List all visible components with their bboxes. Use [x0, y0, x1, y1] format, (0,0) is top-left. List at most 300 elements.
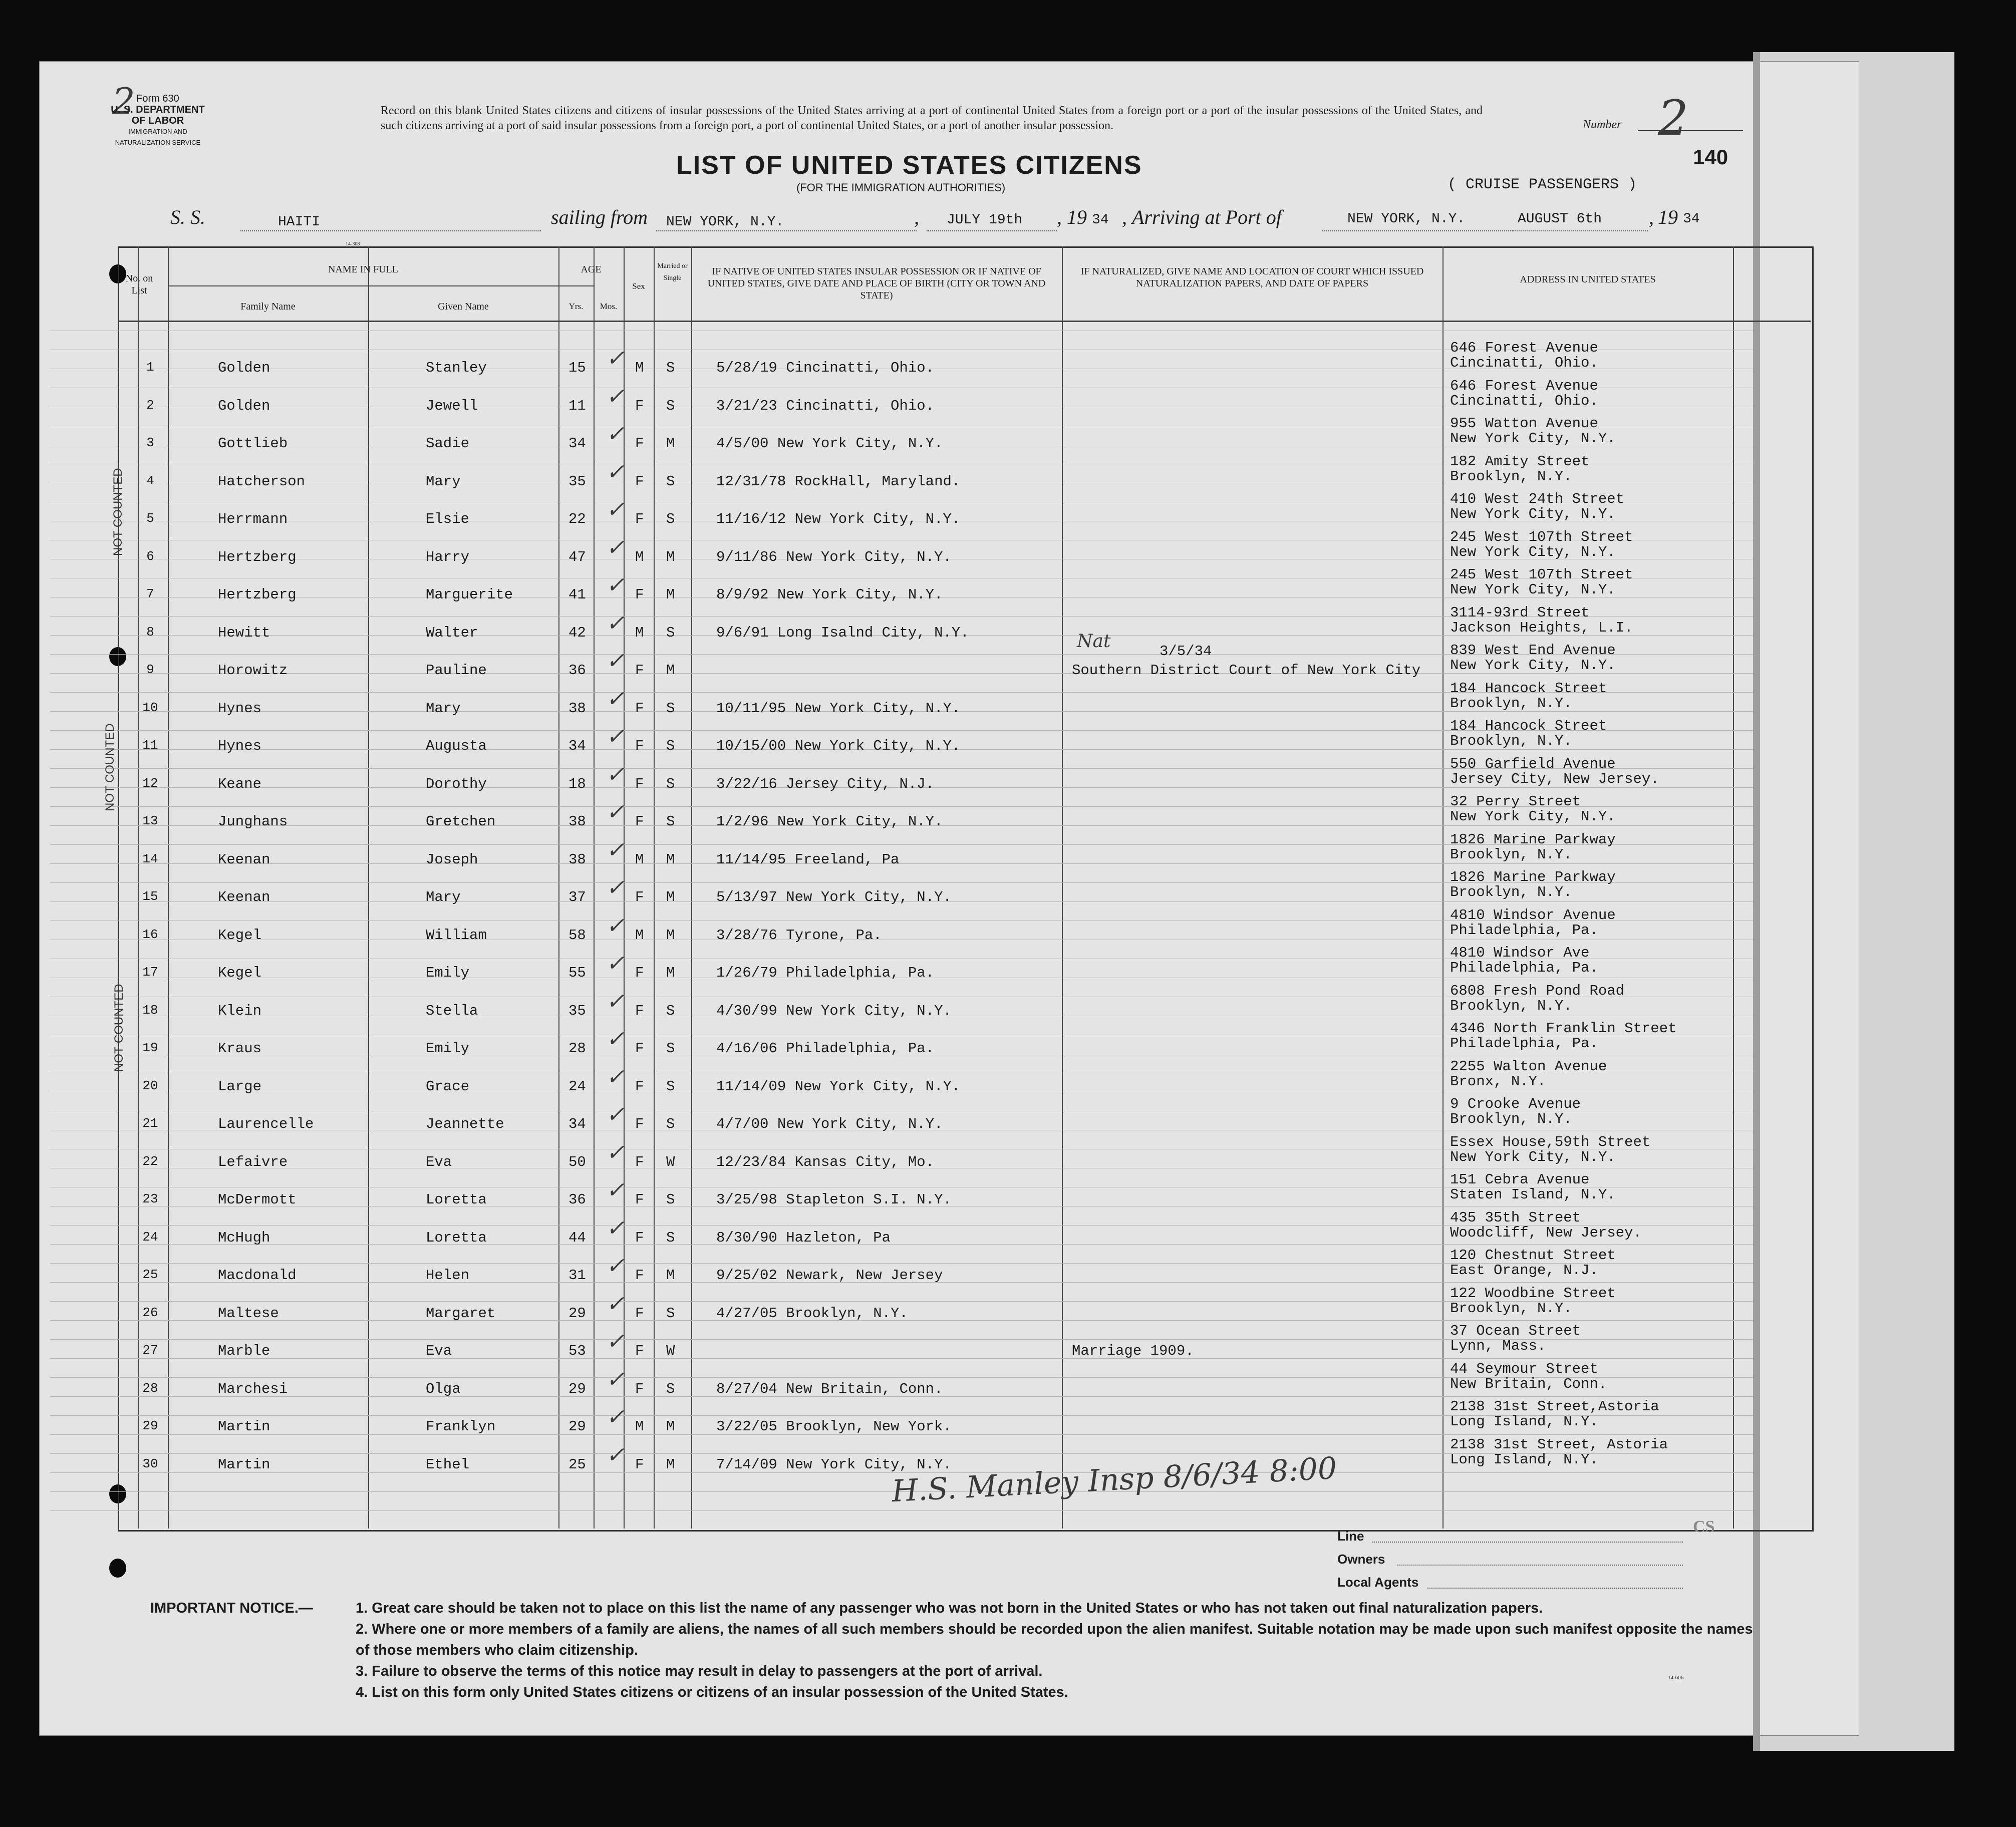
punch-hole-icon [109, 1559, 126, 1578]
important-notice [150, 1598, 1753, 1703]
age-years: 38 [568, 851, 586, 868]
owners-label: Owners [1337, 1552, 1385, 1567]
family-name: Kegel [218, 965, 262, 981]
age-years: 37 [568, 889, 586, 905]
col-naturalized: IF NATURALIZED, GIVE NAME AND LOCATION OF COURT WHICH ISSUED NATURALIZATION PAPERS, AND DATE OF PAPERS [1080, 266, 1424, 289]
birth-info: 8/9/92 New York City, N.Y. [716, 586, 943, 603]
marital-status: M [666, 965, 675, 981]
margin-note: NOT COUNTED [111, 468, 125, 556]
age-years: 42 [568, 625, 586, 641]
sex: F [635, 398, 644, 414]
col-name-in-full: NAME IN FULL [328, 264, 398, 275]
address-line-2: Cincinatti, Ohio. [1450, 355, 1598, 371]
row-number: 19 [142, 1040, 158, 1055]
address-line-1: 839 West End Avenue [1450, 642, 1616, 659]
marital-status: S [666, 473, 675, 490]
birth-info: 3/22/05 Brooklyn, New York. [716, 1418, 952, 1435]
address-line-1: 410 West 24th Street [1450, 491, 1625, 507]
address-line-2: Philadelphia, Pa. [1450, 960, 1598, 976]
check-mark-icon: ✓ [606, 497, 625, 522]
age-years: 34 [568, 1116, 586, 1132]
address-line-1: 2255 Walton Avenue [1450, 1058, 1607, 1075]
address-line-1: 44 Seymour Street [1450, 1361, 1598, 1377]
address-line-1: 245 West 107th Street [1450, 566, 1633, 583]
family-name: Golden [218, 360, 270, 376]
row-number: 9 [146, 662, 154, 677]
address-line-1: 37 Ocean Street [1450, 1323, 1581, 1339]
row-number: 6 [146, 549, 154, 564]
row-number: 18 [142, 1003, 158, 1018]
arrival-date: AUGUST 6th [1518, 211, 1602, 227]
address-line-1: 955 Watton Avenue [1450, 415, 1598, 432]
birth-info: 5/28/19 Cincinatti, Ohio. [716, 360, 935, 376]
birth-info: 10/15/00 New York City, N.Y. [716, 738, 961, 754]
given-name: Eva [426, 1343, 452, 1359]
arrival-year-prefix: 19 [1658, 206, 1678, 228]
sex: M [635, 1418, 644, 1435]
address-line-2: New York City, N.Y. [1450, 657, 1616, 674]
notice-item: 3. Failure to observe the terms of this notice may result in delay to passengers at the port of arrival. [356, 1663, 1043, 1679]
row-number: 20 [142, 1078, 158, 1093]
address-line-2: New Britain, Conn. [1450, 1376, 1607, 1392]
birth-info: 4/30/99 New York City, N.Y. [716, 1003, 952, 1019]
naturalized-date: 3/5/34 [1160, 643, 1212, 660]
address-line-2: Brooklyn, N.Y. [1450, 1300, 1572, 1317]
marital-status: S [666, 511, 675, 527]
family-name: Klein [218, 1003, 262, 1019]
birth-info: 5/13/97 New York City, N.Y. [716, 889, 952, 905]
family-name: Golden [218, 398, 270, 414]
ss-label: S. S. [170, 206, 205, 228]
row-number: 30 [142, 1456, 158, 1471]
sex: M [635, 360, 644, 376]
check-mark-icon: ✓ [606, 1405, 625, 1429]
address-line-2: Long Island, N.Y. [1450, 1451, 1598, 1468]
given-name: Grace [426, 1078, 470, 1095]
sex: F [635, 511, 644, 527]
row-number: 3 [146, 435, 154, 450]
marital-status: S [666, 1381, 675, 1397]
check-mark-icon: ✓ [606, 1140, 625, 1165]
sex: F [635, 662, 644, 679]
naturalized-note: Nat [1077, 631, 1111, 652]
sailing-year: 34 [1092, 212, 1109, 228]
family-name: Junghans [218, 813, 288, 830]
marital-status: S [666, 1116, 675, 1132]
col-family-name: Family Name [240, 301, 296, 312]
address-line-1: 646 Forest Avenue [1450, 378, 1598, 394]
check-mark-icon: ✓ [606, 762, 625, 787]
marital-status: S [666, 1003, 675, 1019]
birth-info: 4/5/00 New York City, N.Y. [716, 435, 943, 452]
check-mark-icon: ✓ [606, 1065, 625, 1089]
row-number: 21 [142, 1116, 158, 1131]
address-line-2: Jackson Heights, L.I. [1450, 620, 1633, 636]
family-name: Macdonald [218, 1267, 297, 1284]
marital-status: S [666, 700, 675, 717]
address-line-1: 245 West 107th Street [1450, 529, 1633, 545]
address-line-1: 4810 Windsor Avenue [1450, 907, 1616, 924]
family-name: McDermott [218, 1191, 297, 1208]
age-years: 44 [568, 1230, 586, 1246]
sex: F [635, 813, 644, 830]
birth-info: 10/11/95 New York City, N.Y. [716, 700, 961, 717]
address-line-1: 151 Cebra Avenue [1450, 1171, 1590, 1188]
address-line-2: New York City, N.Y. [1450, 506, 1616, 522]
col-no-on-list: No. on List [125, 273, 153, 296]
page-number: 140 [1693, 145, 1729, 169]
address-line-2: Brooklyn, N.Y. [1450, 468, 1572, 485]
birth-info: 3/28/76 Tyrone, Pa. [716, 927, 882, 944]
sex: F [635, 700, 644, 717]
age-years: 47 [568, 549, 586, 565]
check-mark-icon: ✓ [606, 1367, 625, 1392]
row-number: 25 [142, 1267, 158, 1282]
check-mark-icon: ✓ [606, 1443, 625, 1467]
marital-status: S [666, 738, 675, 754]
sex: F [635, 965, 644, 981]
address-line-1: 550 Garfield Avenue [1450, 756, 1616, 772]
given-name: Marguerite [426, 586, 513, 603]
family-name: Hewitt [218, 625, 270, 641]
check-mark-icon: ✓ [606, 1102, 625, 1127]
marital-status: M [666, 586, 675, 603]
address-line-2: Brooklyn, N.Y. [1450, 998, 1572, 1014]
given-name: Emily [426, 1040, 470, 1057]
address-line-2: Cincinatti, Ohio. [1450, 393, 1598, 409]
address-line-1: 9 Crooke Avenue [1450, 1096, 1581, 1112]
family-name: McHugh [218, 1230, 270, 1246]
marital-status: M [666, 851, 675, 868]
given-name: Mary [426, 473, 461, 490]
age-years: 29 [568, 1381, 586, 1397]
given-name: Olga [426, 1381, 461, 1397]
local-agents-label: Local Agents [1337, 1575, 1419, 1590]
number-value: 2 [1658, 90, 1689, 146]
address-line-1: 120 Chestnut Street [1450, 1247, 1616, 1264]
age-years: 58 [568, 927, 586, 944]
address-line-2: New York City, N.Y. [1450, 430, 1616, 447]
address-line-2: Brooklyn, N.Y. [1450, 846, 1572, 863]
row-number: 26 [142, 1305, 158, 1320]
address-line-2: East Orange, N.J. [1450, 1262, 1598, 1279]
line-label: Line [1337, 1529, 1364, 1544]
row-number: 5 [146, 511, 154, 526]
birth-info: 12/31/78 RockHall, Maryland. [716, 473, 961, 490]
given-name: Sadie [426, 435, 470, 452]
address-line-2: Brooklyn, N.Y. [1450, 1111, 1572, 1127]
address-line-2: Brooklyn, N.Y. [1450, 884, 1572, 900]
marital-status: S [666, 360, 675, 376]
family-name: Horowitz [218, 662, 288, 679]
address-line-1: 3114-93rd Street [1450, 604, 1590, 621]
check-mark-icon: ✓ [606, 1178, 625, 1202]
marital-status: M [666, 1456, 675, 1473]
given-name: Jeannette [426, 1116, 504, 1132]
check-mark-icon: ✓ [606, 346, 625, 371]
address-line-1: 184 Hancock Street [1450, 680, 1607, 697]
corner-code: CS [1693, 1517, 1715, 1536]
check-mark-icon: ✓ [606, 1292, 625, 1316]
address-line-2: Long Island, N.Y. [1450, 1413, 1598, 1430]
birth-info: 7/14/09 New York City, N.Y. [716, 1456, 952, 1473]
age-years: 34 [568, 738, 586, 754]
age-years: 11 [568, 398, 586, 414]
birth-info: 9/11/86 New York City, N.Y. [716, 549, 952, 565]
family-name: Kraus [218, 1040, 262, 1057]
check-mark-icon: ✓ [606, 1027, 625, 1051]
given-name: Jewell [426, 398, 478, 414]
birth-info: 9/25/02 Newark, New Jersey [716, 1267, 943, 1284]
age-years: 22 [568, 511, 586, 527]
given-name: Pauline [426, 662, 487, 679]
given-name: Joseph [426, 851, 478, 868]
sailing-from-label: sailing from [551, 206, 648, 228]
birth-info: 12/23/84 Kansas City, Mo. [716, 1154, 935, 1170]
address-line-1: 122 Woodbine Street [1450, 1285, 1616, 1302]
sex: F [635, 1456, 644, 1473]
family-name: Gottlieb [218, 435, 288, 452]
address-line-2: Jersey City, New Jersey. [1450, 771, 1659, 787]
address-line-2: Brooklyn, N.Y. [1450, 733, 1572, 749]
birth-info: 4/7/00 New York City, N.Y. [716, 1116, 943, 1132]
given-name: Stanley [426, 360, 487, 376]
row-number: 15 [142, 889, 158, 904]
corner-mark: 2 [112, 80, 135, 122]
check-mark-icon: ✓ [606, 1329, 625, 1354]
birth-info: 4/16/06 Philadelphia, Pa. [716, 1040, 935, 1057]
sex: M [635, 625, 644, 641]
given-name: Elsie [426, 511, 470, 527]
address-line-2: New York City, N.Y. [1450, 808, 1616, 825]
marital-status: S [666, 625, 675, 641]
sex: F [635, 1191, 644, 1208]
birth-info: 3/21/23 Cincinatti, Ohio. [716, 398, 935, 414]
family-name: Keane [218, 776, 262, 792]
family-name: Kegel [218, 927, 262, 944]
col-mos: Mos. [600, 301, 618, 311]
age-years: 18 [568, 776, 586, 792]
marital-status: M [666, 435, 675, 452]
age-years: 53 [568, 1343, 586, 1359]
given-name: Walter [426, 625, 478, 641]
family-name: Lefaivre [218, 1154, 288, 1170]
address-line-1: 2138 31st Street,Astoria [1450, 1398, 1659, 1415]
check-mark-icon: ✓ [606, 649, 625, 673]
check-mark-icon: ✓ [606, 989, 625, 1014]
given-name: Franklyn [426, 1418, 496, 1435]
check-mark-icon: ✓ [606, 1254, 625, 1278]
sex: M [635, 549, 644, 565]
marital-status: M [666, 662, 675, 679]
family-name: Marchesi [218, 1381, 288, 1397]
row-number: 14 [142, 851, 158, 866]
age-years: 36 [568, 662, 586, 679]
department: U. S. DEPARTMENT OF LABOR [111, 104, 205, 126]
print-code: 14-308 [346, 241, 360, 247]
instructions: Record on this blank United States citizens and citizens of insular possessions of the United States arriving at a port of continental United States from a foreign port or a port of the insular possessions of the United States, and such citizens arriving at a port of said insular possessions from a foreign port, a port of continental United States, or a port of another insular possession. [381, 104, 1483, 132]
family-name: Herrmann [218, 511, 288, 527]
given-name: Margaret [426, 1305, 496, 1322]
check-mark-icon: ✓ [606, 611, 625, 636]
sex: F [635, 1078, 644, 1095]
check-mark-icon: ✓ [606, 422, 625, 446]
family-name: Hynes [218, 700, 262, 717]
row-number: 1 [146, 360, 154, 375]
row-number: 17 [142, 965, 158, 980]
row-number: 13 [142, 813, 158, 828]
sex: M [635, 927, 644, 944]
check-mark-icon: ✓ [606, 384, 625, 409]
margin-note: NOT COUNTED [112, 984, 126, 1072]
row-number: 4 [146, 473, 154, 488]
row-number: 24 [142, 1230, 158, 1245]
row-number: 10 [142, 700, 158, 715]
address-line-1: 435 35th Street [1450, 1209, 1581, 1226]
birth-info: 11/14/95 Freeland, Pa [716, 851, 900, 868]
birth-info: 1/2/96 New York City, N.Y. [716, 813, 943, 830]
sex: F [635, 738, 644, 754]
family-name: Large [218, 1078, 262, 1095]
sex: F [635, 1381, 644, 1397]
check-mark-icon: ✓ [606, 800, 625, 824]
age-years: 29 [568, 1305, 586, 1322]
family-name: Maltese [218, 1305, 279, 1322]
col-married-single: Married or Single [657, 262, 688, 282]
arrival-year: 34 [1683, 211, 1700, 227]
ruled-line [50, 1244, 1753, 1245]
check-mark-icon: ✓ [606, 875, 625, 900]
age-years: 36 [568, 1191, 586, 1208]
age-years: 41 [568, 586, 586, 603]
sailing-date: JULY 19th [947, 212, 1023, 228]
marital-status: M [666, 889, 675, 905]
row-number: 2 [146, 398, 154, 413]
row-number: 28 [142, 1381, 158, 1396]
given-name: Emily [426, 965, 470, 981]
age-years: 38 [568, 700, 586, 717]
address-line-2: New York City, N.Y. [1450, 544, 1616, 560]
check-mark-icon: ✓ [606, 687, 625, 711]
birth-info: 9/6/91 Long Isalnd City, N.Y. [716, 625, 969, 641]
number-underline [1638, 130, 1743, 131]
birth-info: 1/26/79 Philadelphia, Pa. [716, 965, 935, 981]
address-line-1: 1826 Marine Parkway [1450, 869, 1616, 885]
given-name: Harry [426, 549, 470, 565]
family-name: Martin [218, 1418, 270, 1435]
row-number: 22 [142, 1154, 158, 1169]
address-line-2: Brooklyn, N.Y. [1450, 695, 1572, 712]
age-years: 25 [568, 1456, 586, 1473]
marital-status: S [666, 813, 675, 830]
sex: M [635, 851, 644, 868]
marital-status: W [666, 1343, 675, 1359]
address-line-2: Lynn, Mass. [1450, 1338, 1546, 1354]
given-name: Mary [426, 889, 461, 905]
address-line-1: 4346 North Franklin Street [1450, 1020, 1677, 1037]
check-mark-icon: ✓ [606, 838, 625, 862]
service: IMMIGRATION AND NATURALIZATION SERVICE [115, 128, 201, 146]
given-name: Helen [426, 1267, 470, 1284]
address-line-1: 6808 Fresh Pond Road [1450, 983, 1625, 999]
check-mark-icon: ✓ [606, 724, 625, 749]
marital-status: S [666, 1078, 675, 1095]
birth-info: 3/22/16 Jersey City, N.J. [716, 776, 935, 792]
birth-info: 3/25/98 Stapleton S.I. N.Y. [716, 1191, 952, 1208]
family-name: Keenan [218, 889, 270, 905]
family-name: Laurencelle [218, 1116, 314, 1132]
age-years: 28 [568, 1040, 586, 1057]
family-name: Hertzberg [218, 586, 297, 603]
age-years: 24 [568, 1078, 586, 1095]
marital-status: M [666, 1267, 675, 1284]
given-name: Gretchen [426, 813, 496, 830]
arrival-port: NEW YORK, N.Y. [1347, 211, 1466, 227]
sex: F [635, 473, 644, 490]
marital-status: M [666, 1418, 675, 1435]
birth-info: 8/30/90 Hazleton, Pa [716, 1230, 891, 1246]
page-subtitle: (FOR THE IMMIGRATION AUTHORITIES) [796, 181, 1006, 194]
col-given-name: Given Name [438, 301, 489, 312]
address-line-2: Staten Island, N.Y. [1450, 1186, 1616, 1203]
address-line-1: 182 Amity Street [1450, 453, 1590, 470]
age-years: 50 [568, 1154, 586, 1170]
given-name: Loretta [426, 1191, 487, 1208]
address-line-1: 1826 Marine Parkway [1450, 831, 1616, 848]
given-name: Ethel [426, 1456, 470, 1473]
sex: F [635, 1267, 644, 1284]
given-name: Mary [426, 700, 461, 717]
address-line-2: New York City, N.Y. [1450, 581, 1616, 598]
address-line-2: Philadelphia, Pa. [1450, 922, 1598, 939]
form-number: Form 630 [136, 93, 179, 104]
col-address: ADDRESS IN UNITED STATES [1520, 274, 1656, 285]
address-line-2: Philadelphia, Pa. [1450, 1035, 1598, 1052]
check-mark-icon: ✓ [606, 460, 625, 484]
ruled-line [50, 1358, 1753, 1359]
ruled-line [50, 863, 1753, 864]
form-info [110, 93, 205, 148]
address-line-1: 2138 31st Street, Astoria [1450, 1436, 1668, 1453]
col-birth: IF NATIVE OF UNITED STATES INSULAR POSSESSION OR IF NATIVE OF UNITED STATES, GIVE DATE AND PLACE OF BIRTH (CITY OR TOWN AND STATE) [707, 266, 1046, 301]
check-mark-icon: ✓ [606, 1216, 625, 1241]
given-name: Augusta [426, 738, 487, 754]
check-mark-icon: ✓ [606, 951, 625, 976]
notice-item: 2. Where one or more members of a family are aliens, the names of all such members should be recorded upon the alien manifest. Suitable notation may be made upon such manifest opposite the names of those members who claim citizenship. [356, 1621, 1753, 1658]
marital-status: S [666, 776, 675, 792]
address-line-1: 184 Hancock Street [1450, 718, 1607, 734]
age-years: 31 [568, 1267, 586, 1284]
birth-info: 11/14/09 New York City, N.Y. [716, 1078, 961, 1095]
age-years: 35 [568, 473, 586, 490]
given-name: Stella [426, 1003, 478, 1019]
age-years: 38 [568, 813, 586, 830]
notice-item: 1. Great care should be taken not to place on this list the name of any passenger who was not born in the United States or who has not taken out final naturalization papers. [356, 1600, 1543, 1616]
age-years: 15 [568, 360, 586, 376]
sex: F [635, 1003, 644, 1019]
address-line-2: Bronx, N.Y. [1450, 1073, 1546, 1090]
sex: F [635, 776, 644, 792]
age-years: 35 [568, 1003, 586, 1019]
sex: F [635, 1040, 644, 1057]
check-mark-icon: ✓ [606, 914, 625, 938]
col-yrs: Yrs. [568, 301, 584, 311]
sex: F [635, 435, 644, 452]
naturalization-info: Southern District Court of New York City [1072, 662, 1421, 679]
age-years: 55 [568, 965, 586, 981]
arriving-label: Arriving at Port of [1132, 206, 1282, 228]
sex: F [635, 1116, 644, 1132]
